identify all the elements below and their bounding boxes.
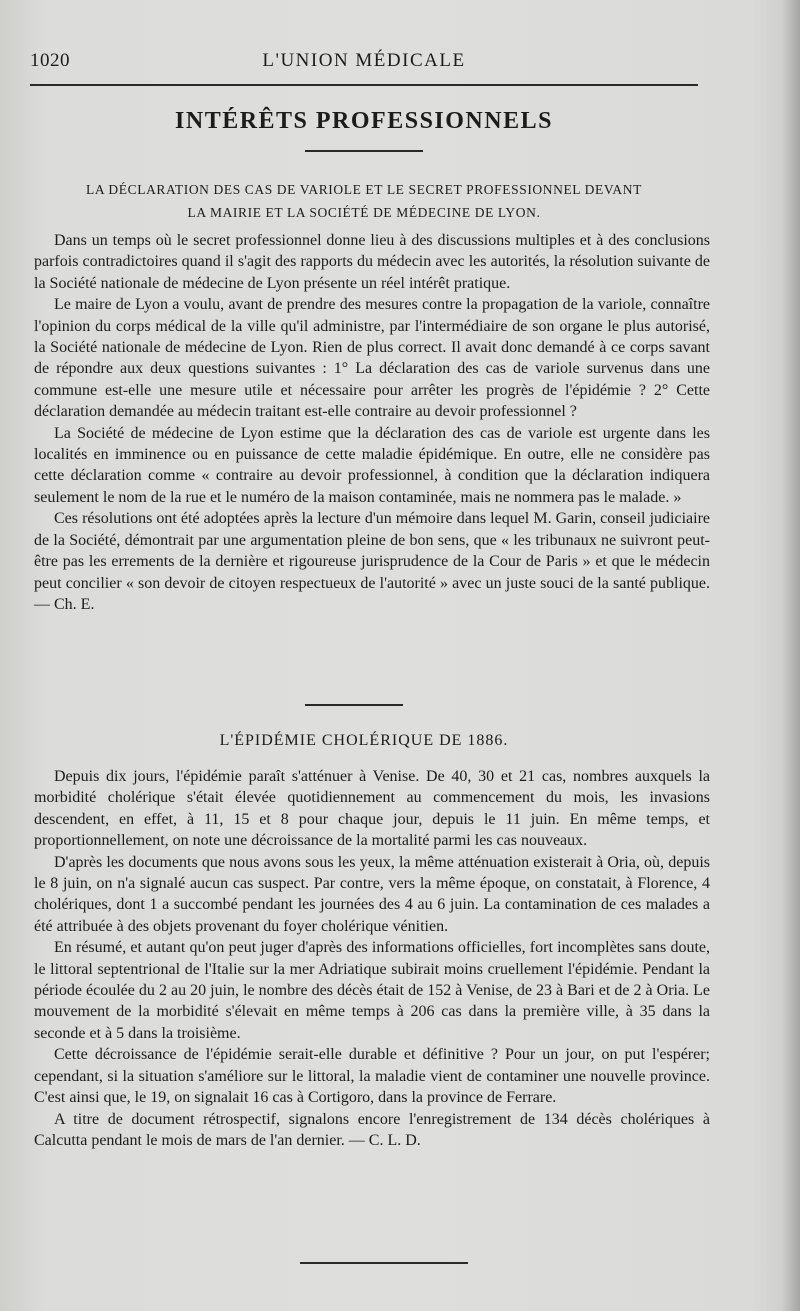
header-rule — [30, 84, 698, 86]
section-divider — [305, 150, 423, 152]
article2-body — [34, 766, 710, 1151]
article-divider — [305, 704, 403, 706]
page-number: 1020 — [30, 50, 70, 71]
section-title: INTÉRÊTS PROFESSIONNELS — [175, 108, 553, 134]
article2-paragraph: En résumé, et autant qu'on peut juger d'après des informations officielles, fort incomplètes sans doute, le littoral septentrional de l'Italie sur la mer Adriatique subirait moins cruellement l'épidémie. Pendant la période écoulée du 2 au 20 juin, le nombre des décès était de 152 à Venise, de 23 à Bari et de 2 à Oria. Le mouvement de la morbidité s'élevait en même temps à 206 cas dans la première ville, à 35 dans la seconde et à 5 dans la troisième. — [34, 939, 710, 1042]
article2-paragraph: Cette décroissance de l'épidémie serait-elle durable et définitive ? Pour un jour, on put l'espérer; cependant, si la situation s'améliore sur le littoral, la maladie vient de contaminer une nouvelle province. C'est ainsi que, le 19, on signalait 16 cas à Cortigoro, dans la province de Ferrare. — [34, 1046, 710, 1107]
article2-title: L'ÉPIDÉMIE CHOLÉRIQUE DE 1886. — [219, 732, 509, 749]
article2-paragraph: A titre de document rétrospectif, signalons encore l'enregistrement de 134 décès cholériques à Calcutta pendant le mois de mars de l'an dernier. — C. L. D. — [34, 1110, 710, 1149]
article1-title-line1: LA DÉCLARATION DES CAS DE VARIOLE ET LE SECRET PROFESSIONNEL DEVANT — [86, 182, 642, 197]
article2-paragraph: Depuis dix jours, l'épidémie paraît s'atténuer à Venise. De 40, 30 et 21 cas, nombres auxquels la morbidité cholérique s'était élevée quotidiennement au commencement du mois, les invasions descendent, en effet, à 11, 15 et 8 pour chaque jour, depuis le 11 juin. En même temps, et proportionnellement, on note une décroissance de la mortalité parmi les cas nouveaux. — [34, 768, 710, 850]
article2-paragraph: D'après les documents que nous avons sous les yeux, la même atténuation existerait à Oria, où, depuis le 8 juin, on n'a signalé aucun cas suspect. Par contre, vers la même époque, on constatait, à Florence, 4 cholériques, dont 1 a succombé pendant les journées des 4 au 6 juin. La contamination de ces malades a été attribuée à des objets provenant du foyer cholérique vénitien. — [34, 853, 710, 935]
article1-paragraph: La Société de médecine de Lyon estime que la déclaration des cas de variole est urgente dans les localités en imminence ou en puissance de cette maladie épidémique. En outre, elle ne considère pas cette déclaration comme « contraire au devoir professionnel, à condition que la déclaration indiquera seulement le nom de la rue et le numéro de la maison contaminée, mais ne nommera pas le malade. » — [34, 424, 710, 506]
article1-paragraph: Ces résolutions ont été adoptées après la lecture d'un mémoire dans lequel M. Garin, conseil judiciaire de la Société, démontrait par une argumentation pleine de bon sens, que « les tribunaux ne suivront peut-être pas les errements de la dernière et rigoureuse jurisprudence de la Cour de Paris » et que le médecin peut concilier « son devoir de citoyen respectueux de l'autorité » avec un juste souci de la santé publique. — Ch. E. — [34, 510, 710, 613]
page-edge-shadow — [782, 0, 800, 1311]
page-header — [30, 48, 698, 78]
running-title: L'UNION MÉDICALE — [262, 50, 466, 71]
article1-paragraph: Dans un temps où le secret professionnel donne lieu à des discussions multiples et à des conclusions parfois contradictoires quand il s'agit des rapports du médecin avec les autorités, la résolution suivante de la Société nationale de médecine de Lyon présente un réel intérêt pratique. — [34, 232, 710, 292]
article1-paragraph: Le maire de Lyon a voulu, avant de prendre des mesures contre la propagation de la variole, connaître l'opinion du corps médical de la ville qu'il administre, par l'intermédiaire de son organe le plus autorisé, la Société nationale de médecine de Lyon. Rien de plus correct. Il avait donc demandé à ce corps savant de répondre aux deux questions suivantes : 1° La déclaration des cas de variole survenus dans une commune est-elle une mesure utile et nécessaire pour arrêter les progrès de l'épidémie ? 2° Cette déclaration demandée au médecin traitant est-elle contraire au devoir professionnel ? — [34, 296, 710, 421]
end-divider — [300, 1262, 468, 1264]
article1-body — [34, 230, 710, 615]
article1-title-line2: LA MAIRIE ET LA SOCIÉTÉ DE MÉDECINE DE LYON. — [187, 205, 541, 220]
